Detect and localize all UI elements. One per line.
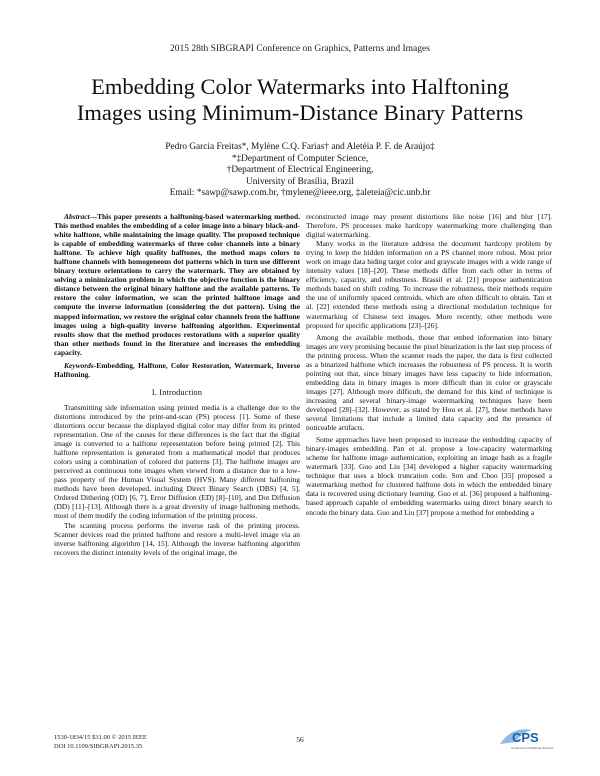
affiliation-cs: *‡Department of Computer Science,	[231, 153, 369, 164]
section-heading-introduction: I. Introduction	[151, 387, 203, 397]
cps-logo-text: CPS	[512, 730, 539, 745]
keywords-label: Keywords	[64, 360, 94, 370]
affiliation-university: University of Brasília, Brazil	[246, 176, 354, 187]
abstract-text: —This paper presents a halftoning-based watermarking method. This method enables the embedding of a color image into a binary black-and-white halftone, while maintaining the image quality. The proposed technique is capable of embedding watermarks of three color channels into a binary halftone. To achieve high quality halftones, the method maps colors to halftone channels with homogeneous dot patterns which in turn use different binary texture orientations to carry the watermark. They are obtained by solving a minimization problem in which the objective function is the binary distance between the original binary halftone and the available patterns. To restore the color information, we scan the printed halftone image and compute the inverse information (considering the dot pattern). Using the mapped information, we restore the original color channels from the halftone images using a high-quality inverse halftoning algorithm. Experimental results show that the method produces restorations with a superior quality than other methods found in the literature and increases the embedding capacity.	[54, 212, 300, 357]
keywords-text: -Embedding, Halftone, Color Restoration, Watermark, Inverse Halftoning.	[54, 360, 300, 379]
title-line-2: Images using Minimum-Distance Binary Patterns	[76, 100, 524, 125]
abstract	[54, 212, 300, 357]
intro-paragraph-2: The scanning process performs the inverse task of the printing process. Scanner devices read the printed halftone and restore a multi-level image via an inverse halftoning algorithm [14, 15]. Although the inverse halftoning algorithm recovers the distinct intensity levels of the original image, the	[54, 520, 300, 557]
doi: DOI 10.1109/SIBGRAPI.2015.35	[54, 742, 143, 750]
paper-title	[40, 74, 560, 126]
intro-paragraph-5: Among the available methods, those that embed information into binary images are very promising because the pixel binarization is the last step process of the printing process. When the scanner reads the paper, the data is first collected as a binarized halftone which increases the robustness of PS process. It is worth pointing out that, since binary images have less capacity to hide information, embedding data in binary images is more difficult than in color or grayscale images [27]. Although more difficult, the demand for this kind of technique is increasing and several binary-image watermarking techniques have been developed [28]–[32]. However, as stated by Hou et al. [27], these methods have several limitations that include a limited data capacity and the presence of noticeable artifacts.	[306, 332, 552, 433]
intro-paragraph-6: Some approaches have been proposed to increase the embedding capacity of binary-images embedding. Pan et al. propose a low-capacity watermarking scheme for halftone image authentication, exploiting an image hash as a fragile watermark [33]. Guo and Liu [34] developed a higher capacity watermarking technique that uses a block truncation code. Son and Choo [35] proposed a watermarking method for clustered halftone dots in which the embedded binary data is recovered using dictionary learning. Guo et al. [36] proposed a halftoning-based approach capable of embedding watermarks using direct binary search to encode the binary data. Guo and Liu [37] propose a method for embedding a	[306, 435, 552, 517]
conference-header: 2015 28th SIBGRAPI Conference on Graphics, Patterns and Images	[170, 44, 430, 54]
title-line-1: Embedding Color Watermarks into Halftoning	[91, 74, 509, 99]
cps-logo-tagline: Conference Publishing Services	[511, 746, 554, 750]
author-emails: Email: *sawp@sawp.com.br, †mylene@ieee.org, ‡aleteia@cic.unb.br	[169, 188, 431, 199]
author-block	[60, 142, 540, 200]
left-column	[54, 212, 300, 722]
intro-paragraph-3: reconstructed image may present distortions like noise [16] and blur [17]. Therefore, PS processes make hardcopy watermarking more challenging than digital watermarking.	[306, 212, 552, 240]
intro-paragraph-1: Transmitting side information using printed media is a challenge due to the distortions introduced by the print-and-scan (PS) process [1]. Some of these distortions occur because the displayed digital color may differ from its printed representation. One of the causes for these differences is the fact that the digital image is converted to a halftone representation before being printed [2]. This halftone representation is generated from a mathematical model that produces colors using a combination of colored dot patterns [3]. The halftone images are perceived as continuous tone images when viewed from a distance due to a low-pass property of the Human Visual System (HVS). Many different halftoning methods have been developed, including Direct Binary Search (DBS) [4, 5], Ordered Dithering (OD) [6, 7], Error Diffusion (ED) [8]–[10], and Dot Diffusion (DD) [11]–[13]. Although there is a great diversity of image halftoning methods, most of them modify the coding information of the printing process.	[54, 402, 300, 521]
keywords	[54, 361, 300, 379]
cps-logo-icon	[498, 722, 558, 752]
issn-price-copyright: 1530-1834/15 $31.00 © 2015 IEEE	[54, 734, 147, 741]
abstract-label: Abstract	[64, 212, 90, 221]
page-number: 56	[296, 735, 304, 744]
author-names: Pedro Garcia Freitas*, Mylène C.Q. Farias† and Aletéia P. F. de Araújo‡	[165, 142, 435, 152]
affiliation-ee: †Department of Electrical Engineering,	[226, 165, 374, 176]
right-column	[306, 212, 552, 722]
intro-paragraph-4: Many works in the literature address the document hardcopy problem by trying to keep the hidden information on a PS channel more robust. Most prior work on image data hiding target color and grayscale images with a wide range of intensity values [18]–[20]. These methods differ from each other in terms of efficiency, capacity, and robustness. Brassil et al. [21] propose authentication methods based on shift coding. To increase the robustness, their methods require the use of uniformly spaced centroids, which are often difficult to obtain. Tan et al. [22] extended these methods using a directional modulation technique for watermarking of Chinese text images. More recently, other methods were proposed for specific applications [23]–[26].	[306, 239, 552, 330]
